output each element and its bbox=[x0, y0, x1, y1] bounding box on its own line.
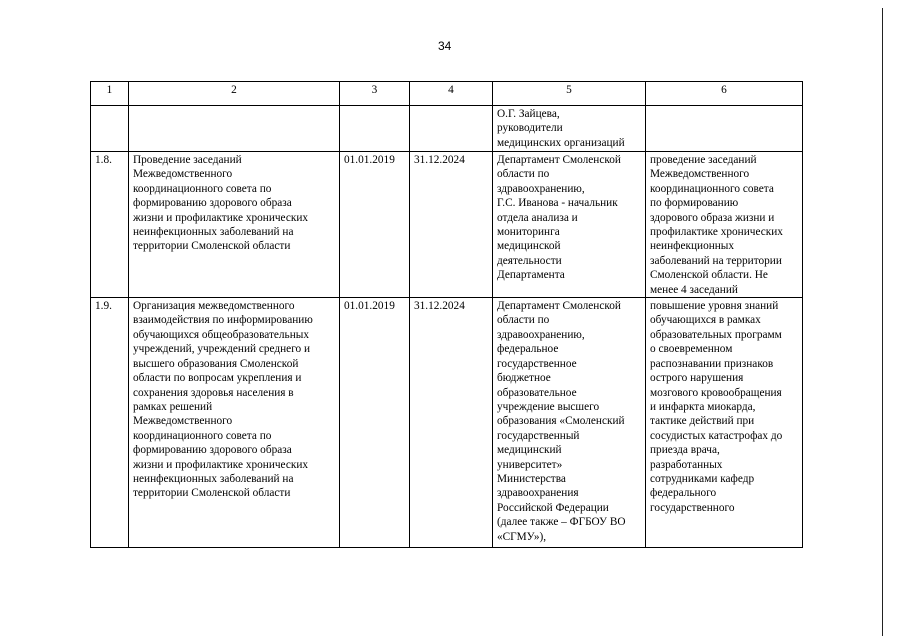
start-date-cell: 01.01.2019 bbox=[340, 298, 410, 548]
plan-table bbox=[90, 81, 803, 548]
event-cell bbox=[129, 106, 340, 152]
row-number: 1.8. bbox=[91, 152, 129, 298]
header-col-5: 5 bbox=[493, 82, 646, 106]
start-date-cell: 01.01.2019 bbox=[340, 152, 410, 298]
page-number: 34 bbox=[438, 39, 452, 53]
result-cell: повышение уровня знаний обучающихся в рамках образовательных программ о своевременном распознавании признаков острого нарушения мозгового кровообращения и инфаркта миокарда, тактике действий при сосудистых катастрофах до приезда врача, разработанных сотрудниками кафедр федерального государственного bbox=[646, 298, 803, 548]
header-col-3: 3 bbox=[340, 82, 410, 106]
row-number: 1.9. bbox=[91, 298, 129, 548]
table-header-row bbox=[91, 82, 803, 106]
table-row bbox=[91, 106, 803, 152]
header-col-4: 4 bbox=[410, 82, 493, 106]
table-row bbox=[91, 152, 803, 298]
responsible-cell: О.Г. Зайцева, руководители медицинских организаций bbox=[493, 106, 646, 152]
table-row bbox=[91, 298, 803, 548]
event-cell: Проведение заседаний Межведомственного координационного совета по формированию здорового образа жизни и профилактике хронических неинфекционных заболеваний на территории Смоленской области bbox=[129, 152, 340, 298]
header-col-1: 1 bbox=[91, 82, 129, 106]
start-date-cell bbox=[340, 106, 410, 152]
header-col-2: 2 bbox=[129, 82, 340, 106]
row-number bbox=[91, 106, 129, 152]
responsible-cell: Департамент Смоленской области по здравоохранению, Г.С. Иванова - начальник отдела анализа и мониторинга медицинской деятельности Департамента bbox=[493, 152, 646, 298]
result-cell bbox=[646, 106, 803, 152]
end-date-cell: 31.12.2024 bbox=[410, 298, 493, 548]
event-cell: Организация межведомственного взаимодействия по информированию обучающихся общеобразовательных учреждений, учреждений среднего и высшего образования Смоленской области по вопросам укрепления и сохранения здоровья населения в рамках решений Межведомственного координационного совета по формированию здорового образа жизни и профилактике хронических неинфекционных заболеваний на территории Смоленской области bbox=[129, 298, 340, 548]
result-cell: проведение заседаний Межведомственного координационного совета по формированию здорового образа жизни и профилактике хронических неинфекционных заболеваний на территории Смоленской области. Не менее 4 заседаний bbox=[646, 152, 803, 298]
end-date-cell bbox=[410, 106, 493, 152]
page-edge-line bbox=[882, 8, 883, 636]
responsible-cell: Департамент Смоленской области по здравоохранению, федеральное государственное бюджетное образовательное учреждение высшего образования «Смоленский государственный медицинский университет» Министерства здравоохранения Российской Федерации (далее также – ФГБОУ ВО «СГМУ»), bbox=[493, 298, 646, 548]
header-col-6: 6 bbox=[646, 82, 803, 106]
end-date-cell: 31.12.2024 bbox=[410, 152, 493, 298]
